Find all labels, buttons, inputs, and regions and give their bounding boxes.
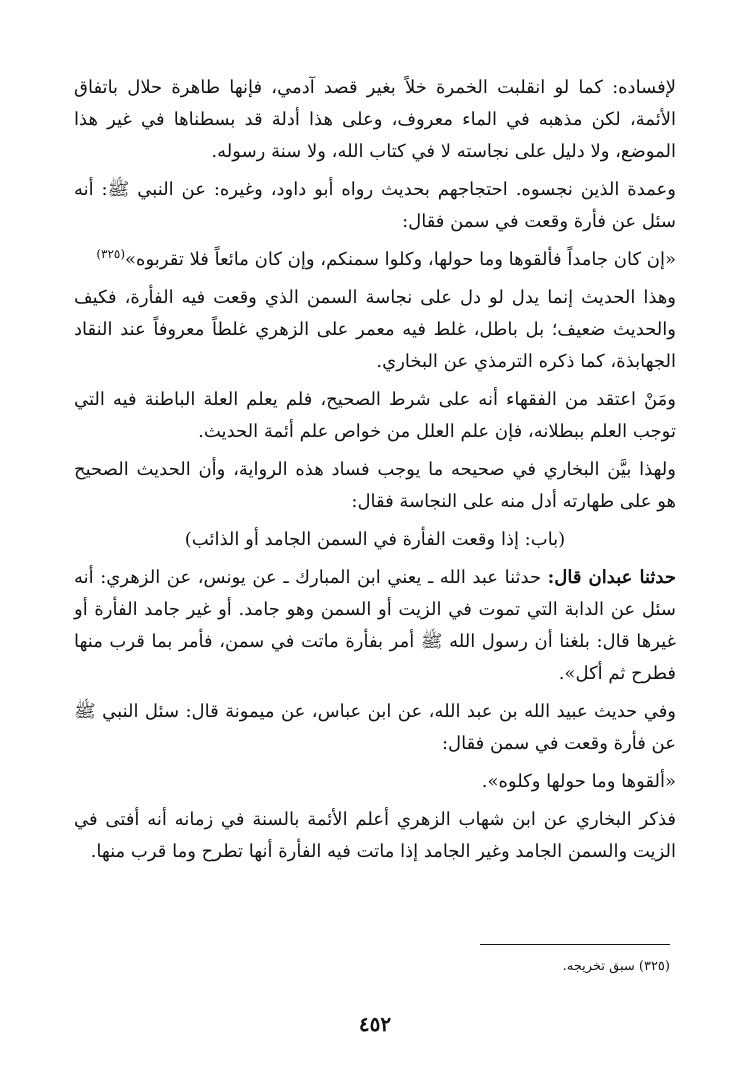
footnote-reference: (٣٢٥) <box>96 247 126 261</box>
paragraph-hadith-daif: وهذا الحديث إنما يدل لو دل على نجاسة السمن الذي وقعت فيه الفأرة، فكيف والحديث ضعيف؛ بل باطل، غلط فيه معمر على الزهري غلطاً معروفاً عند النقاد الجهابذة، كما ذكره الترمذي عن البخاري. <box>74 287 676 372</box>
footnote-divider <box>480 944 670 945</box>
paragraph-umdat-najjasuh: وعمدة الذين نجسوه. احتجاجهم بحديث رواه أبو داود، وغيره: عن النبي ﷺ: أنه سئل عن فأرة وقعت في سمن فقال: <box>74 179 676 232</box>
hadith-quote-text: «إن كان جامداً فألقوها وما حولها، وكلوا سمنكم، وإن كان مائعاً فلا تقربوه» <box>125 249 676 270</box>
paragraph-alquha: «ألقوها وما حولها وكلوه». <box>481 771 676 792</box>
paragraph-isnad <box>74 562 676 690</box>
isnad-bold: حدثنا عبدان قال: <box>547 567 676 588</box>
paragraph-ibn-shihab: فذكر البخاري عن ابن شهاب الزهري أعلم الأئمة بالسنة في زمانه أنه أفتى في الزيت والسمن الجامد وغير الجامد إذا ماتت فيه الفأرة أنها تطرح وما قرب منها. <box>74 809 676 862</box>
page-number: ٤٥٢ <box>358 1012 392 1036</box>
isnad-rest: حدثنا عبد الله ـ يعني ابن المبارك ـ عن يونس، <box>197 567 542 588</box>
paragraph-maymuna: وفي حديث عبيد الله بن عبد الله، عن ابن عباس، عن ميمونة قال: سئل النبي ﷺ عن فأرة وقعت في سمن فقال: <box>74 701 676 754</box>
footnote: (٣٢٥) سبق تخريجه. <box>562 959 670 974</box>
paragraph-fuqaha: ومَنْ اعتقد من الفقهاء أنه على شرط الصحيح، فلم يعلم العلة الباطنة فيه التي توجب العلم ببطلانه، فإن علم العلل من خواص علم أئمة الحديث. <box>74 389 676 442</box>
paragraph-hadith-quote <box>74 244 676 276</box>
paragraph-bukhari-bayyan: ولهذا بيَّن البخاري في صحيحه ما يوجب فساد هذه الرواية، وأن الحديث الصحيح هو على طهارته أدل منه على النجاسة فقال: <box>74 459 676 512</box>
isnad-matn: عن الزهري: أنه سئل عن الدابة التي تموت في الزيت أو السمن وهو جامد. أو غير جامد الفأرة أو غيرها قال: بلغنا أن رسول الله ﷺ أمر بفأرة ماتت في سمن، فأمر بما قرب منها فطرح ثم أكل». <box>74 567 676 684</box>
bab-heading: (باب: إذا وقعت الفأرة في السمن الجامد أو الذائب) <box>184 529 566 550</box>
paragraph-khamr: لإفساده: كما لو انقلبت الخمرة خلاً بغير قصد آدمي، فإنها طاهرة حلال باتفاق الأئمة، لكن مذهبه في الماء معروف، وعلى هذا أدلة قد بسطناها في غير هذا الموضع، ولا دليل على نجاسته لا في كتاب الله، ولا سنة رسوله. <box>74 77 676 162</box>
